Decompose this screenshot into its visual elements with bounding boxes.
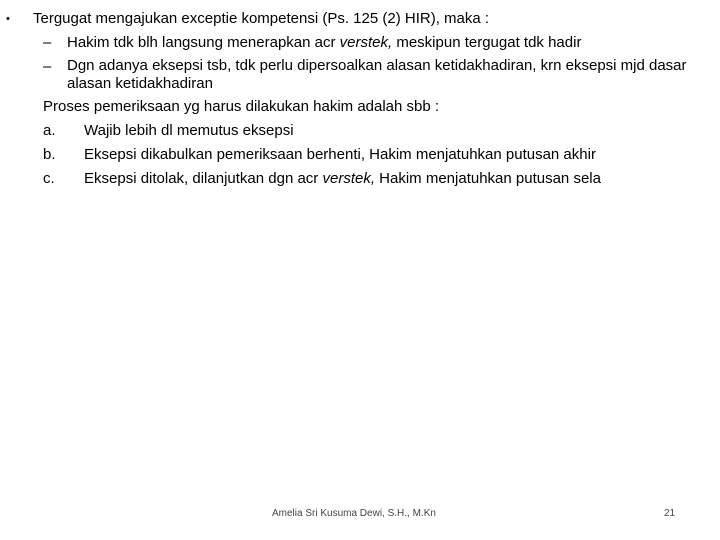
list-item-text bbox=[84, 143, 596, 167]
dash-icon: – bbox=[43, 58, 52, 75]
list-item-label: c. bbox=[43, 170, 55, 187]
list-item-emphasis: verstek, bbox=[322, 170, 375, 187]
list-item-label: b. bbox=[43, 146, 56, 163]
sub-point-2 bbox=[0, 55, 720, 95]
slide-content bbox=[0, 7, 720, 191]
list-item bbox=[0, 167, 720, 191]
sub-point-1-emphasis: verstek, bbox=[339, 34, 393, 51]
list-item bbox=[0, 119, 720, 143]
sub-point-1-tail: meskipun tergugat tdk hadir bbox=[392, 34, 582, 51]
process-intro-text: Proses pemeriksaan yg harus dilakukan hakim adalah sbb : bbox=[43, 98, 440, 115]
process-intro-line bbox=[0, 95, 720, 119]
sub-point-1 bbox=[0, 31, 720, 55]
main-bullet-line bbox=[0, 7, 720, 31]
sub-point-2-text: Dgn adanya eksepsi tsb, tdk perlu dipersoalkan alasan ketidakhadiran, krn eksepsi mjd dasar alasan ketidakhadiran bbox=[67, 57, 687, 92]
footer-author: Amelia Sri Kusuma Dewi, S.H., M.Kn bbox=[272, 508, 436, 519]
main-point-text: Tergugat mengajukan exceptie kompetensi (Ps. 125 (2) HIR), maka : bbox=[33, 10, 490, 27]
list-item-lead: Eksepsi dikabulkan pemeriksaan berhenti, Hakim menjatuhkan putusan akhir bbox=[84, 146, 596, 163]
list-item-text bbox=[84, 119, 294, 143]
list-item-lead: Wajib lebih dl memutus eksepsi bbox=[84, 122, 294, 139]
sub-point-1-text bbox=[67, 31, 581, 55]
bullet-icon: • bbox=[6, 13, 10, 25]
list-item-label: a. bbox=[43, 122, 56, 139]
list-item-tail: Hakim menjatuhkan putusan sela bbox=[375, 170, 601, 187]
list-item bbox=[0, 143, 720, 167]
sub-point-1-lead: Hakim tdk blh langsung menerapkan acr bbox=[67, 34, 340, 51]
list-item-text bbox=[84, 167, 601, 191]
list-item-lead: Eksepsi ditolak, dilanjutkan dgn acr bbox=[84, 170, 323, 187]
dash-icon: – bbox=[43, 34, 52, 51]
page-number: 21 bbox=[664, 508, 676, 519]
